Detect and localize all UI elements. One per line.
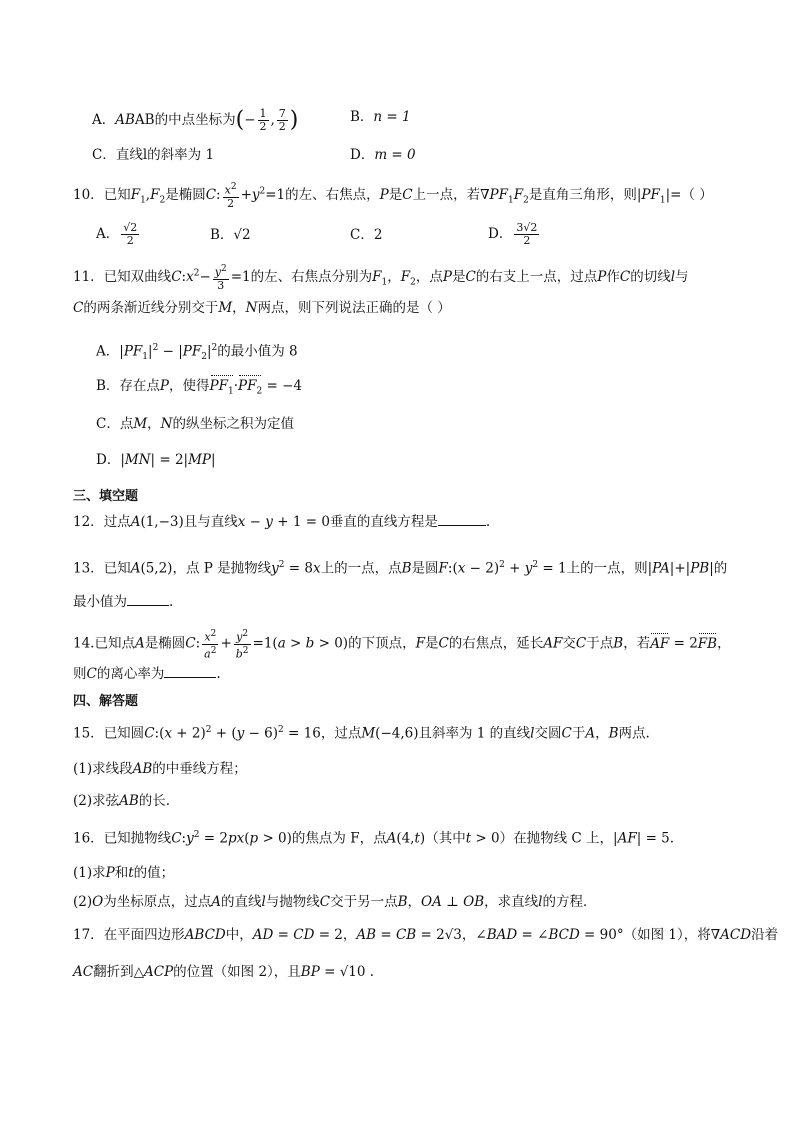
q10-option-d: D． $\frac{3√2}{2}$ [488, 221, 538, 247]
q15-stem: 15．已知圆C:(x + $2)^2 + (y - 6)^2 = 16$，过点M(−4,6)且斜率为 1 的直线l交圆C于A，B两点. [73, 725, 650, 742]
q9-option-c: C．直线l的斜率为 1 [92, 147, 215, 163]
q16-part1: (1)求P和t的值； [73, 865, 175, 881]
q10-stem: 10．已知$F_1,F_2$是椭圆C: $\frac{x^2}{2}$ $+y^2=1$的左、右焦点，P是C上一点，若$\nabla PF_1F_2$是直角三角形，则$|PF_1|=$（ ） [73, 182, 713, 210]
q9-option-d: D．m = 0 [350, 147, 416, 163]
q15-part1: (1)求线段AB的中垂线方程； [73, 761, 247, 777]
q13-line1: 13．已知A(5,2)，点 P 是抛物线$y^2 = 8x$上的一点，点B是圆F:(x − $2)^2 + y^2 = 1$上的一点，则|PA|+|PB|的 [73, 560, 728, 577]
q14-line1: 14.已知点A是椭圆C: $\frac{x^2}{a^2}$ + $\frac{y^2}{b^2}$ =1(a > b > 0)的下顶点，F是C的右焦点，延长AF交C于点B，若AF = 2FB， [73, 629, 731, 661]
q11-option-d: D．|MN| = 2|MP| [96, 452, 216, 468]
section-fill-in: 三、填空题 [73, 489, 139, 504]
q11-stem-line2: C的两条渐近线分别交于M，N两点，则下列说法正确的是（ ） [73, 300, 451, 316]
q11-option-c: C．点M，N的纵坐标之积为定值 [96, 416, 294, 432]
q10-option-b: B．√2 [210, 227, 251, 243]
q11-option-b: B．存在点P，使得$PF_1\cdot PF_2 = -4$ [96, 377, 302, 401]
q9-option-b: B．n = 1 [350, 109, 411, 125]
q13-line2: 最小值为 . [73, 594, 174, 610]
q11-stem-line1: 11．已知双曲线$C:x^2-$ $\frac{y^2}{3}$ =1的左、右焦点分别为$F_1$，$F_2$，点P是C的右支上一点，过点P作C的切线l与 [73, 264, 689, 292]
q12: 12．过点A(1,−3)且与直线x − y + 1 = 0垂直的直线方程是 . [73, 514, 491, 530]
q9-option-a: A．ABAB的中点坐标为(− $\frac{1}{2}$ , $\frac{7}{2}$ ) [92, 107, 299, 133]
q17-line1: 17．在平面四边形ABCD中，AD = CD = 2，AB = CB = 2√3，∠BAD = ∠BCD = 90°（如图 1），将∇ACD沿着 [73, 927, 779, 943]
q16-stem: 16．已知抛物线$C:y^2 = 2px(p > 0)$的焦点为 F，点A(4,t)（其中t > 0）在抛物线 C 上，|AF| = 5. [73, 830, 675, 847]
q14-line2: 则C的离心率为 . [73, 666, 221, 682]
q16-part2: (2)O为坐标原点，过点A的直线l与抛物线C交于另一点B，OA ⊥ OB，求直线l的方程． [73, 894, 597, 910]
q11-option-a: A．$|PF_1|^2 - |PF_2|^2$的最小值为 8 [96, 343, 298, 363]
q15-part2: (2)求弦AB的长. [73, 793, 171, 809]
q10-option-a: A． $\frac{√2}{2}$ [96, 221, 138, 247]
q10-option-c: C．2 [350, 227, 383, 243]
section-answer: 四、解答题 [73, 694, 139, 709]
q17-line2: AC翻折到△ACP的位置（如图 2），且BP = √10 . [73, 964, 375, 980]
